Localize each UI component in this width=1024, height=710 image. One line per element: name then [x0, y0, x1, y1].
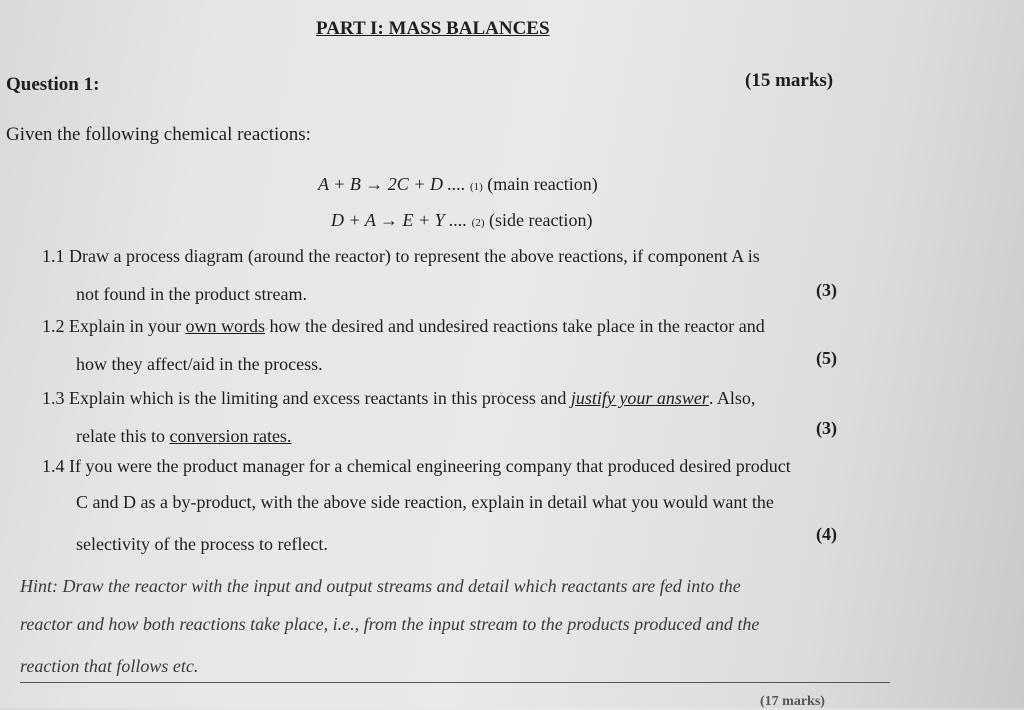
question-1-3-number: 1.3 — [42, 388, 65, 408]
question-1-4-line1 — [42, 456, 791, 477]
reaction-2-equation: D + A → E + Y .... — [331, 210, 468, 230]
hint-line2: reactor and how both reactions take place, i.e., from the input stream to the products produced and the — [20, 614, 760, 634]
reaction-2-desc: (side reaction) — [488, 210, 593, 230]
question-1-1-text: Draw a process diagram (around the reactor) to represent the above reactions, if component A is — [69, 246, 760, 266]
question-1-1-line2: not found in the product stream. — [76, 284, 307, 304]
question-1-4-number: 1.4 — [42, 456, 65, 476]
question-1-4-line3: selectivity of the process to reflect. — [76, 534, 328, 554]
reaction-1-number: (1) — [469, 181, 483, 193]
hint-line1: Hint: Draw the reactor with the input and output streams and detail which reactants are fed into the — [20, 576, 741, 596]
question-1-1-marks: (3) — [816, 280, 837, 300]
question-1-2-line1 — [42, 316, 765, 337]
question-marks: (15 marks) — [745, 70, 834, 91]
question-1-1-number: 1.1 — [42, 246, 65, 266]
question-1-2-underlined: own words — [185, 316, 265, 336]
next-question-marks: (17 marks) — [760, 694, 825, 709]
question-1-1-line1 — [42, 246, 760, 267]
question-1-3-marks: (3) — [816, 418, 837, 438]
question-1-2-text-post: how the desired and undesired reactions take place in the reactor and — [269, 316, 765, 336]
reaction-1 — [318, 174, 598, 195]
intro-text: Given the following chemical reactions: — [6, 124, 311, 145]
question-1-3-line2-underlined: conversion rates. — [169, 426, 292, 446]
question-1-4-line2: C and D as a by-product, with the above side reaction, explain in detail what you would want the — [76, 492, 774, 512]
question-1-3-underlined: justify your answer — [570, 388, 709, 408]
reaction-2 — [331, 210, 592, 231]
question-1-3-line2 — [76, 426, 291, 447]
question-1-2-number: 1.2 — [42, 316, 65, 336]
question-1-2-marks: (5) — [816, 348, 837, 368]
divider-line — [20, 682, 890, 683]
reaction-1-desc: (main reaction) — [487, 174, 598, 194]
question-1-4-marks: (4) — [816, 524, 837, 544]
question-1-2-line2: how they affect/aid in the process. — [76, 354, 323, 374]
question-label: Question 1: — [6, 74, 100, 95]
question-1-3-text-post: . Also, — [708, 388, 756, 408]
question-1-3-line2-pre: relate this to — [76, 426, 165, 446]
question-1-2-text-pre: Explain in your — [69, 316, 181, 336]
question-1-3-line1 — [42, 388, 755, 409]
reaction-1-equation: A + B → 2C + D .... — [318, 174, 466, 194]
part-title: PART I: MASS BALANCES — [316, 18, 550, 39]
question-1-4-text: If you were the product manager for a chemical engineering company that produced desired product — [69, 456, 791, 476]
reaction-2-number: (2) — [471, 217, 485, 229]
question-1-3-text-pre: Explain which is the limiting and excess reactants in this process and — [69, 388, 567, 408]
hint-line3: reaction that follows etc. — [20, 656, 199, 676]
